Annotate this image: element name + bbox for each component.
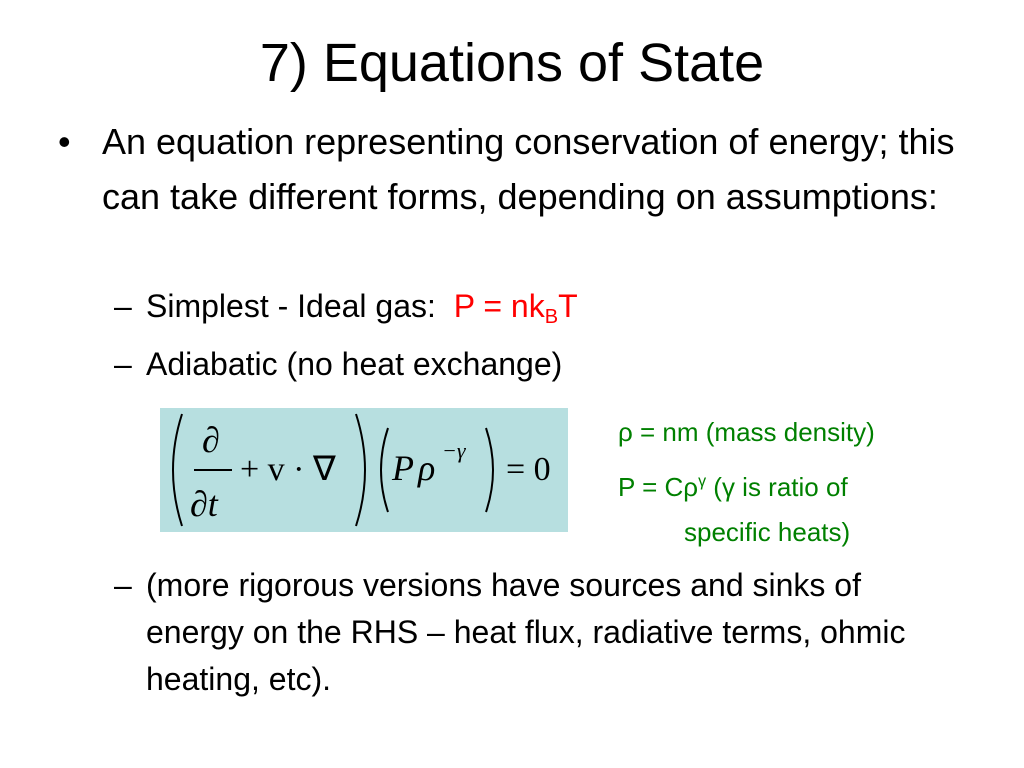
right-paren-2 <box>486 428 493 512</box>
sub-item-marker: – <box>114 288 132 324</box>
plus-v-dot-nabla: + v · ∇ <box>240 451 336 488</box>
partial-top: ∂ <box>202 420 220 460</box>
sub-item-marker: – <box>114 346 132 382</box>
main-bullet-text: An equation representing conservation of energy; this can take different forms, depending on assumptions: <box>102 121 955 217</box>
equals-zero: = 0 <box>506 451 551 488</box>
main-bullet <box>58 114 978 224</box>
note-specific-heats: specific heats) <box>684 517 851 547</box>
note-pressure-relation: $P = C\rho^\gamma$ (γ is ratio of <box>618 472 848 502</box>
partial-bottom: ∂t <box>190 484 218 524</box>
sub-item-text: (more rigorous versions have sources and sinks of energy on the RHS – heat flux, radiative terms, ohmic heating, etc). <box>146 567 906 697</box>
rho-symbol: ρ <box>418 448 436 488</box>
sub-item-adiabatic <box>114 340 954 388</box>
sub-item-text: Simplest - Ideal gas: <box>146 288 436 324</box>
left-paren-2 <box>381 428 388 512</box>
adiabatic-equation <box>160 408 568 532</box>
note-mass-density: ρ = nm (mass density) <box>618 417 875 447</box>
gamma-exponent: −γ <box>442 438 466 463</box>
right-paren-1 <box>356 414 365 526</box>
sub-item-marker: – <box>114 567 132 603</box>
sub-item-ideal-gas <box>114 282 954 341</box>
pressure-symbol: P <box>392 448 414 488</box>
sub-item-rigorous <box>114 562 954 703</box>
bullet-marker: • <box>58 121 71 162</box>
left-paren-1 <box>173 414 182 526</box>
slide-title: 7) Equations of State <box>259 33 765 93</box>
sub-item-text: Adiabatic (no heat exchange) <box>146 346 563 382</box>
ideal-gas-formula: $P = nk_BT$ <box>453 288 578 328</box>
